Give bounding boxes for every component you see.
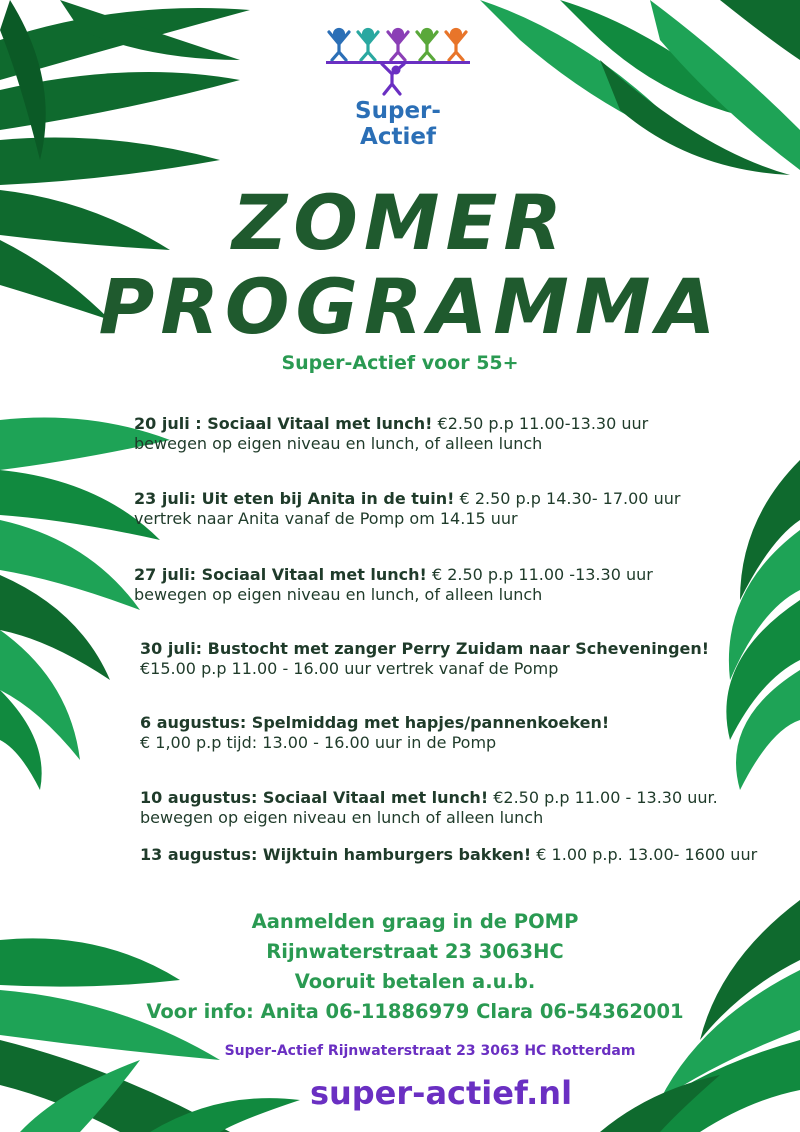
signup-line: Vooruit betalen a.u.b. [294,970,536,993]
title-line-2: PROGRAMMA [98,262,722,351]
signup-line: Rijnwaterstraat 23 3063HC [266,940,564,963]
event-title: 30 juli: Bustocht met zanger Perry Zuidam naar Scheveningen! [140,639,710,658]
event-description: € 1,00 p.p tijd: 13.00 - 16.00 uur in de Pomp [140,733,497,752]
event-detail: € 2.50 p.p 11.00 -13.30 uur [431,565,653,584]
website-link[interactable]: super-actief.nl [309,1074,573,1112]
event-detail: €2.50 p.p 11.00-13.30 uur [437,414,649,433]
super-actief-logo [318,26,478,150]
event-detail: € 2.50 p.p 14.30- 17.00 uur [459,489,681,508]
event-description: bewegen op eigen niveau en lunch, of alleen lunch [134,434,543,453]
event-title: 10 augustus: Sociaal Vitaal met lunch! [140,788,489,807]
event-title: 13 augustus: Wijktuin hamburgers bakken! [140,845,532,864]
event-item [134,565,653,605]
people-figures-icon [324,26,472,96]
logo-name: Super-Actief [355,98,441,150]
title-line-1: ZOMER [232,178,568,267]
event-description: bewegen op eigen niveau en lunch, of alleen lunch [134,585,543,604]
event-item [134,489,680,529]
subtitle: Super-Actief voor 55+ [281,352,519,374]
signup-line: Aanmelden graag in de POMP [251,910,579,933]
event-detail: €2.50 p.p 11.00 - 13.30 uur. [493,788,718,807]
event-description: €15.00 p.p 11.00 - 16.00 uur vertrek vanaf de Pomp [140,659,559,678]
event-item [134,414,648,454]
footer-address: Super-Actief Rijnwaterstraat 23 3063 HC Rotterdam [224,1043,636,1059]
event-item [140,713,609,753]
event-title: 23 juli: Uit eten bij Anita in de tuin! [134,489,455,508]
event-detail: € 1.00 p.p. 13.00- 1600 uur [536,845,758,864]
event-item [140,845,757,865]
event-title: 6 augustus: Spelmiddag met hapjes/pannenkoeken! [140,713,610,732]
signup-info [0,907,800,1027]
event-description: bewegen op eigen niveau en lunch of alleen lunch [140,808,544,827]
event-title: 27 juli: Sociaal Vitaal met lunch! [134,565,427,584]
event-item [140,788,718,828]
event-description: vertrek naar Anita vanaf de Pomp om 14.15 uur [134,509,518,528]
event-title: 20 juli : Sociaal Vitaal met lunch! [134,414,433,433]
event-item [140,639,709,679]
signup-line: Voor info: Anita 06-11886979 Clara 06-54362001 [146,1000,684,1023]
